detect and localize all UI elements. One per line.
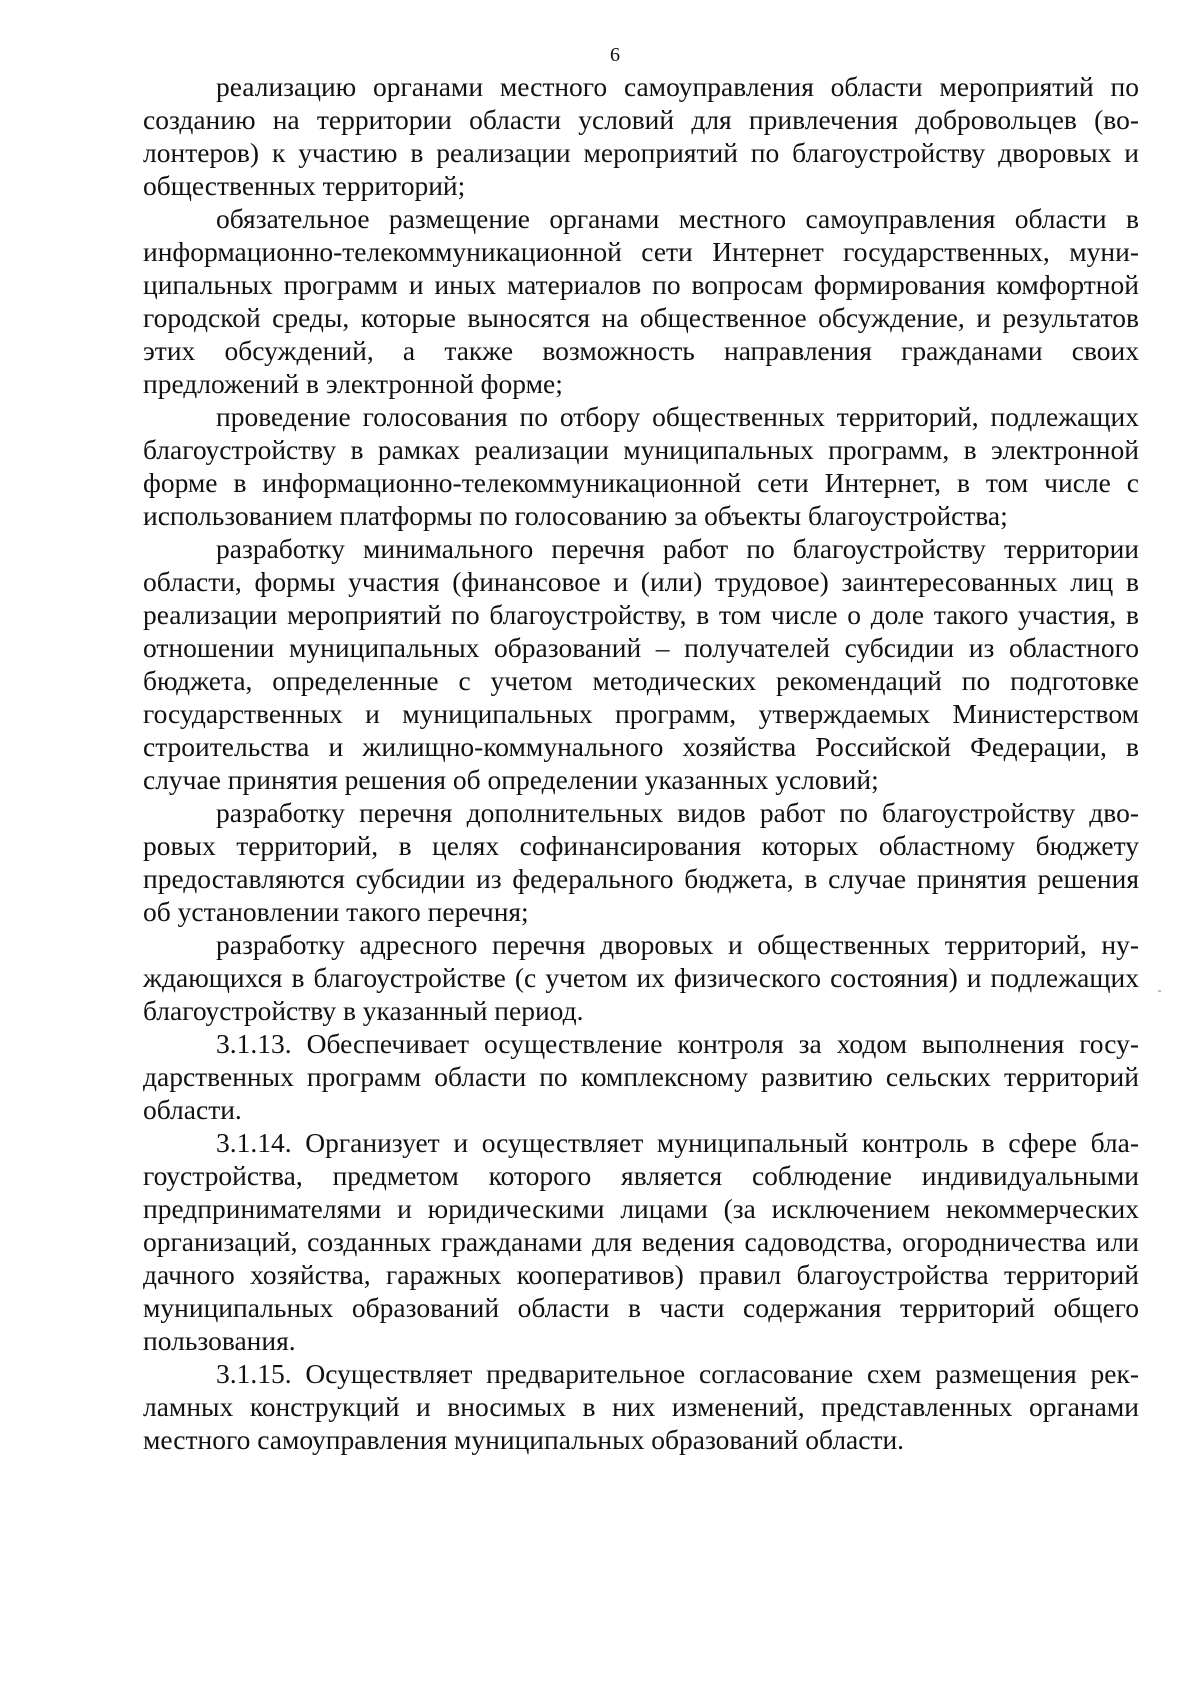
scan-artifact xyxy=(1158,990,1161,992)
paragraph-internet-publication: обязательное размещение органами местного самоуправления области в информационно-телекоммуникационной сети Интернет государственных, муниципальных программ и иных материалов по вопросам формирования комфортной городской среды, которые выносятся на общественное обсуждение, и результатов этих обсуждений, а также возможность направления гражданами своих предложений в электронной форме; xyxy=(143,203,1139,399)
paragraph-volunteers: реализацию органами местного самоуправления области мероприятий по созданию на территории области условий для привлечения добровольцев (волонтеров) к участию в реализации мероприятий по благоустройству дворовых и общественных территорий; xyxy=(143,71,1139,201)
clause-3-1-15: 3.1.15. Осуществляет предварительное согласование схем размещения рекламных конструкций и вносимых в них изменений, представленных органами местного самоуправления муниципальных образований области. xyxy=(143,1358,1139,1455)
document-body xyxy=(143,70,1139,1456)
page-number: 6 xyxy=(610,44,620,66)
paragraph-minimum-works-list: разработку минимального перечня работ по благоустройству территории области, формы участия (финансовое и (или) трудовое) заинтересованных лиц в реализации мероприятий по благоустройству, в том числе о доле такого участия, в отношении муниципальных образований – получателей субсидии из областного бюджета, определенные с учетом методических рекомендаций по подготовке государственных и муниципальных программ, утверждаемых Министерством строительства и жилищно-коммунального хозяйства Российской Федерации, в случае принятия решения об определении указанных условий; xyxy=(143,533,1139,795)
clause-3-1-13: 3.1.13. Обеспечивает осуществление контроля за ходом выполнения государственных программ области по комплексному развитию сельских территорий области. xyxy=(143,1028,1139,1125)
paragraph-additional-works-list: разработку перечня дополнительных видов работ по благоустройству дворовых территорий, в целях софинансирования которых областному бюджету предоставляются субсидии из федерального бюджета, в случае принятия решения об установлении такого перечня; xyxy=(143,797,1139,927)
paragraph-voting: проведение голосования по отбору общественных территорий, подлежащих благоустройству в рамках реализации муниципальных программ, в электронной форме в информационно-телекоммуникационной сети Интернет, в том числе с использованием платформы по голосованию за объекты благоустройства; xyxy=(143,401,1139,531)
paragraph-address-list: разработку адресного перечня дворовых и общественных территорий, нуждающихся в благоустройстве (с учетом их физического состояния) и подлежащих благоустройству в указанный период. xyxy=(143,929,1139,1026)
clause-3-1-14: 3.1.14. Организует и осуществляет муниципальный контроль в сфере благоустройства, предметом которого является соблюдение индивидуальными предпринимателями и юридическими лицами (за исключением некоммерческих организаций, созданных гражданами для ведения садоводства, огородничества или дачного хозяйства, гаражных кооперативов) правил благоустройства территорий муниципальных образований области в части содержания территорий общего пользования. xyxy=(143,1127,1139,1356)
